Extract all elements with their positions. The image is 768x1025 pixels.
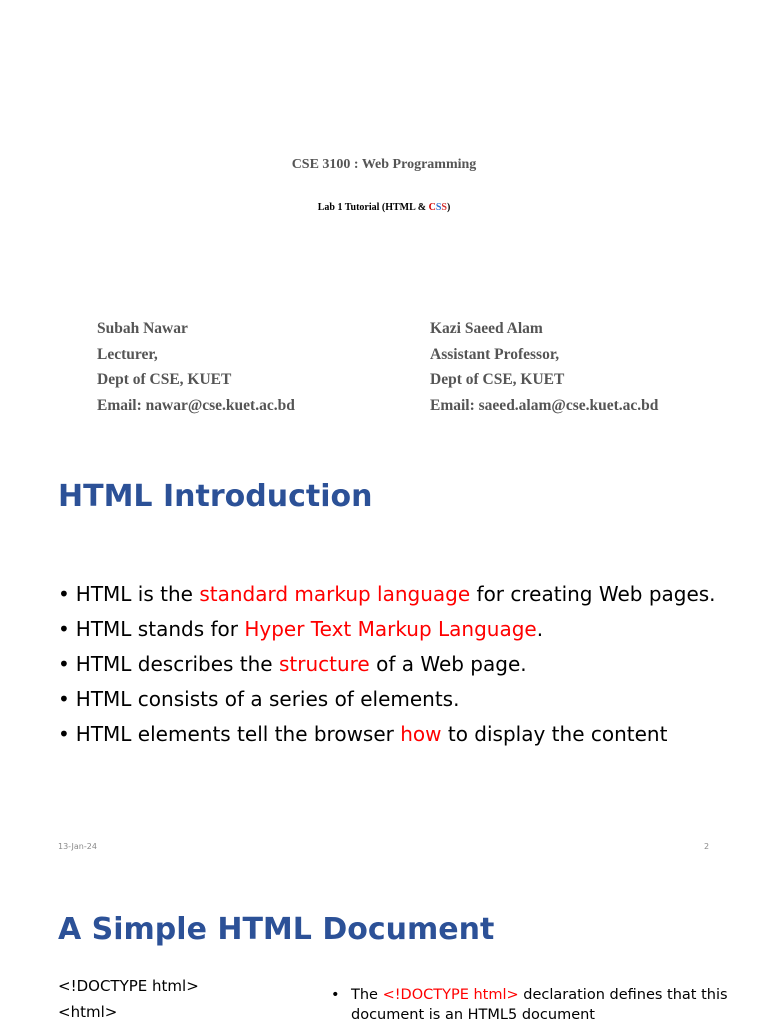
code-line: <!DOCTYPE html> [58,977,199,995]
bullet-highlight: structure [278,652,370,676]
author-email: Email: nawar@cse.kuet.ac.bd [97,396,295,414]
bullet-text: HTML elements tell the browser [75,722,401,746]
author-dept: Dept of CSE, KUET [97,371,232,388]
author-dept: Dept of CSE, KUET [430,371,565,388]
bullet-text [351,985,731,1025]
list-item [58,717,716,752]
lab-subtitle [0,202,768,213]
doctype-explanation [331,985,731,1025]
simple-doc-heading: A Simple HTML Document [58,912,495,947]
bullet-text: . [536,617,544,641]
author-email: Email: saeed.alam@cse.kuet.ac.bd [430,396,659,414]
intro-bullet-list [58,577,716,752]
bullet-text-post: declaration defines that this document is an HTML5 document [351,987,728,1023]
author-block-left [97,316,295,418]
author-name: Subah Nawar [97,320,188,337]
bullet-highlight: Hyper Text Markup Language [244,617,537,641]
css-letter-2: S [435,202,442,213]
code-line: <html> [58,1003,118,1021]
author-role: Lecturer, [97,345,158,363]
bullet-dot-icon: • [331,987,340,1003]
bullet-text: HTML is the [75,582,200,606]
author-block-right [430,316,658,418]
list-item [58,612,716,647]
author-role: Assistant Professor, [430,345,560,363]
list-item [58,682,716,717]
css-letter-3: S [441,202,447,213]
bullet-text: HTML stands for [75,617,245,641]
bullet-text: to display the content [441,722,668,746]
course-title: CSE 3100 : Web Programming [291,157,477,172]
bullet-text: of a Web page. [369,652,527,676]
bullet-highlight: <!DOCTYPE html> [382,987,519,1003]
list-item [58,577,716,612]
lab-subtitle-suffix: ) [446,202,451,213]
bullet-text: for creating Web pages. [470,582,716,606]
code-sample [58,973,199,1025]
css-letter-1: C [428,202,436,213]
bullet-highlight: how [400,722,442,746]
bullet-text: HTML consists of a series of elements. [75,687,460,711]
footer-date: 13-Jan-24 [58,842,97,851]
list-item [58,647,716,682]
intro-heading: HTML Introduction [58,479,373,514]
lab-subtitle-prefix: Lab 1 Tutorial (HTML & [317,202,429,213]
page-number: 2 [704,842,710,851]
bullet-highlight: standard markup language [199,582,471,606]
bullet-text-pre: The [351,987,383,1003]
author-name: Kazi Saeed Alam [430,320,543,337]
bullet-text: HTML describes the [75,652,279,676]
